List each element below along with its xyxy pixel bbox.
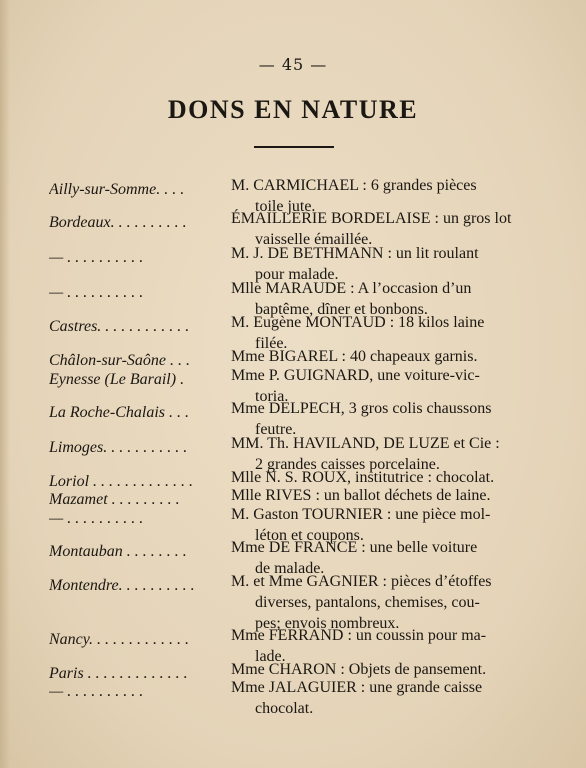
entry-line-continued: chocolat. xyxy=(255,700,314,717)
entry-place: Bordeaux. . . . . . . . . . xyxy=(49,214,187,231)
entry-line: M. Gaston TOURNIER : une pièce mol- xyxy=(231,506,491,523)
entry-line-continued: léton et coupons. xyxy=(255,527,364,544)
entry-place: Montauban . . . . . . . . xyxy=(49,543,187,560)
entry-line-continued: feutre. xyxy=(255,421,297,438)
entry-line: Mme JALAGUIER : une grande caisse xyxy=(231,679,483,696)
entry-place: Limoges. . . . . . . . . . . xyxy=(49,439,188,456)
entry-line: Mme DE FRANCE : une belle voiture xyxy=(231,539,478,556)
entry-place: Eynesse (Le Barail) . xyxy=(49,371,185,388)
title-rule xyxy=(254,146,334,148)
entry-place: Châlon-sur-Saône . . . xyxy=(49,352,191,369)
entry-place: Nancy. . . . . . . . . . . . . xyxy=(49,631,189,648)
entry-line: Mme P. GUIGNARD, une voiture-vic- xyxy=(231,367,480,384)
entry-description xyxy=(231,346,551,367)
entry-line: M. Eugène MONTAUD : 18 kilos laine xyxy=(231,314,485,331)
entry-place: — . . . . . . . . . . xyxy=(49,249,144,266)
entry-line-continued: toile jute. xyxy=(255,198,316,215)
entry-line-continued: de malade. xyxy=(255,560,325,577)
entry-place: Mazamet . . . . . . . . . xyxy=(49,491,180,508)
page-number: — 45 — xyxy=(258,55,328,74)
entry-line-continued: pour malade. xyxy=(255,266,339,283)
entry-line-continued: filée. xyxy=(255,335,288,352)
entry-line-continued: diverses, pantalons, chemises, cou- xyxy=(255,594,480,611)
entry-place: Paris . . . . . . . . . . . . . xyxy=(49,665,188,682)
entry-description xyxy=(231,677,551,719)
entry-line: M. CARMICHAEL : 6 grandes pièces xyxy=(231,177,477,194)
entry-line-continued: vaisselle émaillée. xyxy=(255,231,373,248)
entry-line-continued: baptême, dîner et bonbons. xyxy=(255,301,428,318)
entry-line-continued: toria. xyxy=(255,388,289,405)
entry-line: Mlle N. S. ROUX, institutrice : chocolat. xyxy=(231,469,495,486)
entry-line: Mme DELPECH, 3 gros colis chaussons xyxy=(231,400,492,417)
entry-line: M. et Mme GAGNIER : pièces d’étoffes xyxy=(231,573,492,590)
entry-place: Montendre. . . . . . . . . . xyxy=(49,577,195,594)
entry-line: MM. Th. HAVILAND, DE LUZE et Cie : xyxy=(231,435,500,452)
entry-line-continued: pes; envois nombreux. xyxy=(255,615,400,632)
entry-line-continued: 2 grandes caisses porcelaine. xyxy=(255,456,440,473)
entry-line-continued: lade. xyxy=(255,648,286,665)
entry-line: Mlle RIVES : un ballot déchets de laine. xyxy=(231,487,491,504)
entry-line: Mlle MARAUDE : A l’occasion d’un xyxy=(231,280,472,297)
entry-place: La Roche-Chalais . . . xyxy=(49,404,189,421)
entry-description xyxy=(231,485,551,506)
entry-place: — . . . . . . . . . . xyxy=(49,510,144,527)
entry-place: Castres. . . . . . . . . . . . xyxy=(49,318,190,335)
page-title: DONS EN NATURE xyxy=(167,95,419,124)
entry-place: Loriol . . . . . . . . . . . . . xyxy=(49,473,194,490)
entry-place: — . . . . . . . . . . xyxy=(49,284,144,301)
entry-line: Mme CHARON : Objets de pansement. xyxy=(231,661,487,678)
entry-line: ÉMAILLERIE BORDELAISE : un gros lot xyxy=(231,210,512,227)
entry-line: M. J. DE BETHMANN : un lit roulant xyxy=(231,245,479,262)
entry-line: Mme BIGAREL : 40 chapeaux garnis. xyxy=(231,348,478,365)
entry-line: Mme FERRAND : un coussin pour ma- xyxy=(231,627,487,644)
entry-place: Ailly-sur-Somme. . . . xyxy=(49,181,185,198)
entry-place: — . . . . . . . . . . xyxy=(49,683,144,700)
